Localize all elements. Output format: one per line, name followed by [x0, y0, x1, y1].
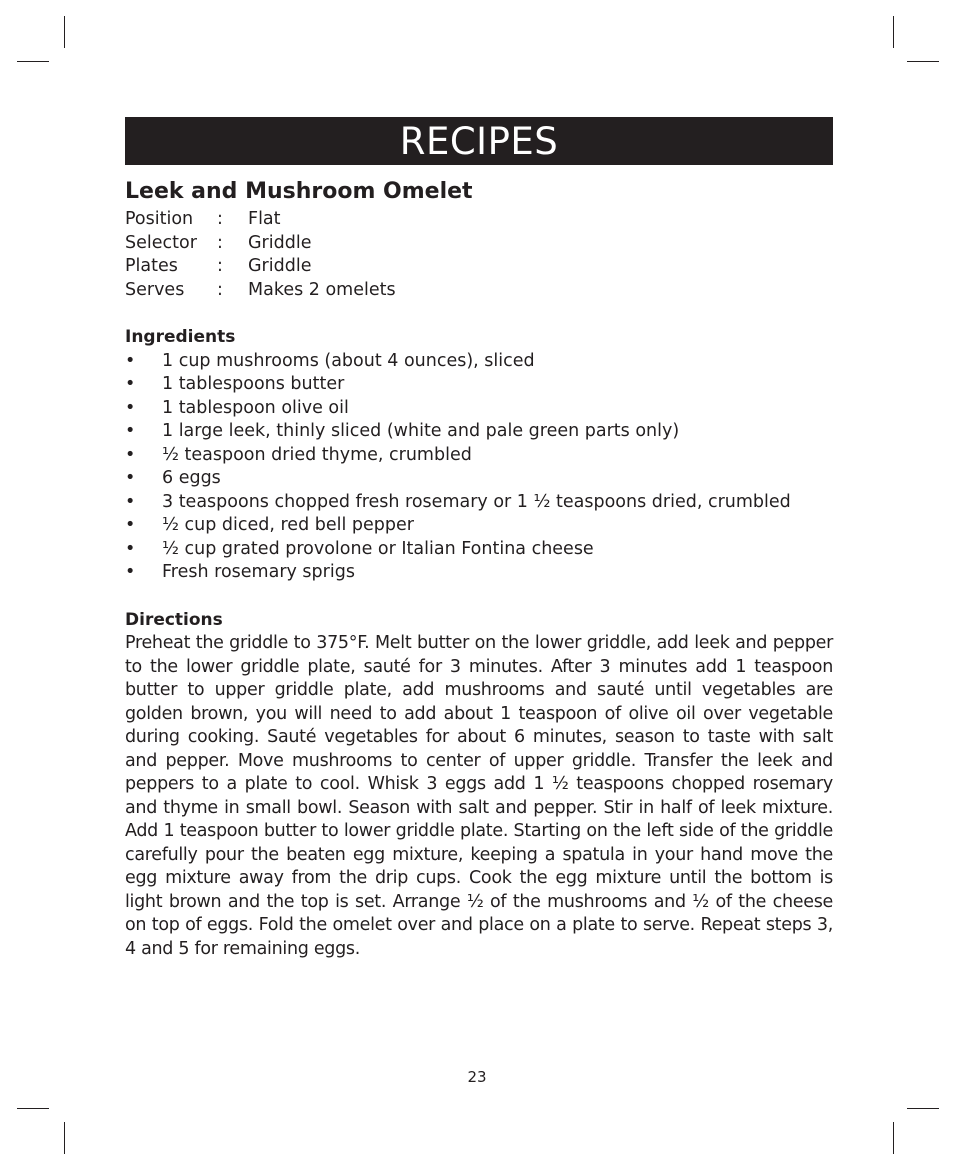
crop-mark-top-right-horizontal — [907, 61, 939, 62]
info-separator: : — [217, 279, 223, 300]
info-label: Plates — [125, 256, 178, 276]
ingredient-item — [125, 538, 833, 562]
ingredient-text: Fresh rosemary sprigs — [162, 562, 355, 582]
ingredient-item — [125, 397, 833, 421]
recipes-banner: RECIPES — [125, 117, 833, 165]
ingredient-item — [125, 514, 833, 538]
ingredients-heading: Ingredients — [125, 327, 236, 347]
directions-text: Preheat the griddle to 375°F. Melt butter on the lower griddle, add leek and pepper to the lower griddle plate, sauté for 3 minutes. After 3 minutes add 1 teaspoon butter to upper griddle plate, add mushrooms and sauté until vegetables are golden brown, you will need to add about 1 teaspoon of olive oil over vegetable during cooking. Sauté vegetables for about 6 minutes, season to taste with salt and pepper. Move mushrooms to center of upper griddle. Transfer the leek and peppers to a plate to cool. Whisk 3 eggs add 1 ½ teaspoons chopped rosemary and thyme in small bowl. Season with salt and pepper. Stir in half of leek mixture. Add 1 teaspoon butter to lower griddle plate. Starting on the left side of the griddle carefully pour the beaten egg mixture, keeping a spatula in your hand move the egg mixture away from the drip cups. Cook the egg mixture until the bottom is light brown and the top is set. Arrange ½ of the mushrooms and ½ of the cheese on top of eggs. Fold the omelet over and place on a plate to serve. Repeat steps 3, 4 and 5 for remaining eggs. — [125, 633, 833, 959]
ingredient-text: 1 tablespoons butter — [162, 374, 345, 394]
ingredient-text: 6 eggs — [162, 468, 221, 488]
bullet-icon: • — [125, 468, 136, 488]
ingredient-text: ½ teaspoon dried thyme, crumbled — [162, 444, 472, 465]
bullet-icon: • — [125, 444, 136, 465]
bullet-icon: • — [125, 538, 136, 559]
crop-mark-top-left-horizontal — [17, 61, 49, 62]
directions-heading: Directions — [125, 609, 223, 630]
info-value: Flat — [248, 209, 281, 229]
bullet-icon: • — [125, 562, 136, 582]
crop-mark-top-left-vertical — [64, 16, 65, 48]
recipe-content — [125, 176, 833, 961]
ingredient-text: 3 teaspoons chopped fresh rosemary or 1 ½ teaspoons dried, crumbled — [162, 491, 791, 512]
info-row-position — [125, 208, 833, 232]
info-label: Serves — [125, 279, 185, 300]
ingredient-item — [125, 467, 833, 491]
bullet-icon: • — [125, 491, 136, 512]
ingredient-item — [125, 444, 833, 468]
ingredient-text: 1 cup mushrooms (about 4 ounces), sliced — [162, 350, 535, 371]
info-label: Position — [125, 209, 194, 229]
ingredient-text: ½ cup grated provolone or Italian Fontina cheese — [162, 538, 594, 559]
page-number: 23 — [467, 1068, 487, 1086]
bullet-icon: • — [125, 350, 136, 371]
info-value: Makes 2 omelets — [248, 279, 396, 300]
recipe-info-table — [125, 208, 833, 302]
info-value: Griddle — [248, 256, 312, 276]
ingredient-item — [125, 350, 833, 374]
crop-mark-bottom-right-vertical — [893, 1122, 894, 1154]
ingredient-text: 1 large leek, thinly sliced (white and pale green parts only) — [162, 421, 680, 441]
ingredient-item — [125, 491, 833, 515]
ingredient-item — [125, 420, 833, 444]
ingredient-text: 1 tablespoon olive oil — [162, 397, 349, 418]
info-separator: : — [217, 256, 223, 276]
ingredient-item — [125, 561, 833, 585]
info-separator: : — [217, 232, 223, 253]
crop-mark-bottom-right-horizontal — [907, 1108, 939, 1109]
bullet-icon: • — [125, 397, 136, 418]
ingredient-item — [125, 373, 833, 397]
crop-mark-top-right-vertical — [893, 16, 894, 48]
info-value: Griddle — [248, 232, 312, 253]
bullet-icon: • — [125, 374, 136, 394]
recipe-title: Leek and Mushroom Omelet — [125, 179, 473, 204]
info-row-serves — [125, 279, 833, 303]
info-row-plates — [125, 255, 833, 279]
crop-mark-bottom-left-horizontal — [17, 1108, 49, 1109]
ingredient-text: ½ cup diced, red bell pepper — [162, 515, 414, 535]
info-label: Selector — [125, 232, 197, 253]
crop-mark-bottom-left-vertical — [64, 1122, 65, 1154]
info-row-selector — [125, 232, 833, 256]
bullet-icon: • — [125, 421, 136, 441]
ingredients-list — [125, 350, 833, 585]
info-separator: : — [217, 209, 223, 229]
bullet-icon: • — [125, 515, 136, 535]
